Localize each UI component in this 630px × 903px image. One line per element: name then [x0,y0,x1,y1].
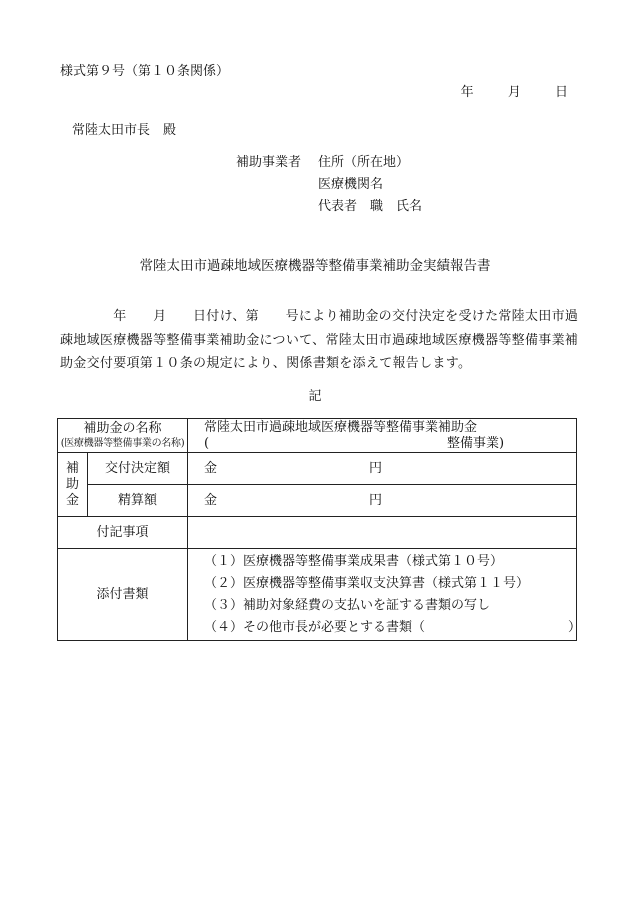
attachment-item: （２）医療機器等整備事業収支決算書（様式第１１号） [204,575,530,591]
notes-label: 付記事項 [58,517,188,549]
body-text: 年 月 日付け、第 号により補助金の交付決定を受けた常陸太田市過疎地域医療機器等整備事業補助金について、常陸太田市過疎地域医療機器等整備事業補助金交付要項第１０条の規定により、関係書類を添えて報告します。 [60,309,579,371]
notes-value [188,517,577,549]
row-notes [58,517,577,549]
subsidy-name-value: 常陸太田市過疎地域医療機器等整備事業補助金 [204,419,478,435]
form-number: 様式第９号（第１０条関係） [60,64,230,79]
applicant-label: 補助事業者 [236,155,302,170]
row-settlement [58,485,577,517]
row-subsidy-name [58,419,577,453]
document-title: 常陸太田市過疎地域医療機器等整備事業補助金実績報告書 [139,258,491,274]
date-year: 年 [460,85,474,100]
grant-decision-kin: 金 [204,460,218,476]
ki-marker: 記 [308,389,322,404]
subsidy-name-paren-open: ( [204,435,210,451]
subsidy-name-paren-close: 整備事業) [446,435,505,451]
attachments-list [188,549,582,641]
settlement-kin: 金 [204,492,218,508]
applicant-address: 住所（所在地） [318,155,410,170]
subsidy-vertical-text: 補助金 [66,460,80,508]
subsidy-name-value-cell [188,419,577,453]
grant-decision-label: 交付決定額 [88,453,188,485]
row-grant-decision [58,453,577,485]
attachment-item: （１）医療機器等整備事業成果書（様式第１０号） [204,553,504,569]
date-day: 日 [554,85,568,100]
subsidy-name-label-cell [58,419,188,453]
subsidy-name-label: 補助金の名称 [83,421,162,436]
grant-decision-amount-cell [188,453,577,485]
settlement-yen: 円 [369,492,383,508]
details-table [57,418,582,641]
subsidy-vertical-label [58,453,88,517]
subsidy-name-sublabel: (医療機器等整備事業の名称) [60,438,185,449]
applicant-representative: 代表者 職 氏名 [318,199,423,214]
row-attachments [58,549,577,641]
attachment-item: （４）その他市長が必要とする書類（ ） [204,619,582,635]
attachments-label: 添付書類 [58,549,188,641]
applicant-institution: 医療機関名 [318,177,384,192]
grant-decision-yen: 円 [369,460,383,476]
addressee: 常陸太田市長 殿 [72,123,177,138]
applicant-block [236,155,422,221]
attachment-item: （３）補助対象経費の支払いを証する書類の写し [204,597,491,613]
settlement-amount-cell [188,485,577,517]
date-line [439,85,568,101]
settlement-label: 精算額 [88,485,188,517]
date-month: 月 [507,85,521,100]
